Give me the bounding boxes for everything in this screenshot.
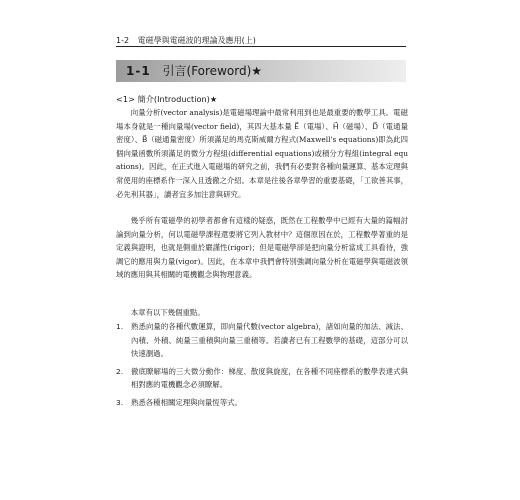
list-item-text: 徹底瞭解場的三大微分動作：梯度、散度與旋度，在各種不同座標系的數學表達式與相對應的電機觀念必須瞭解。 bbox=[131, 366, 408, 390]
list-item-number: 2. bbox=[116, 366, 124, 376]
list-item-text: 熟悉各種相關定理與向量恆等式。 bbox=[131, 397, 242, 407]
book-title: 電磁學與電磁波的理論及應用(上) bbox=[137, 36, 256, 45]
list-item bbox=[116, 396, 408, 410]
list-item bbox=[116, 365, 408, 392]
running-header bbox=[116, 36, 406, 47]
paragraph-key-points: 本章有以下幾個重點。 bbox=[130, 308, 205, 317]
section-title-bar bbox=[116, 60, 406, 82]
subsection-heading: <1> 簡介(Introduction)★ bbox=[116, 94, 218, 104]
page-number: 1-2 bbox=[116, 36, 130, 45]
section-title: 引言(Foreword)★ bbox=[162, 64, 263, 78]
paragraph-vector-analysis: 向量分析(vector analysis)是電磁場理論中最常利用到也是最重要的數學工具。電磁場本身就是一種向量場(vector field)，其四大基本量 E⃗（電場）、H⃗（磁場）、D⃗（電通量密度）、B⃗（磁通量密度）所須滿足的馬克斯威爾方程式(Maxwell's equations)即為此四個向量函數所須滿足的微分方程組(differential equations)或積分方程組(integral equations)。因此，在正式進入電磁場的研究之前，我們有必要對各種向量運算、基本定理與常使用的座標系作一深入且透徹之介紹。本章是往後各章學習的重要基礎，「工欲善其事，必先利其器」，讀者宜多加注意與研究。 bbox=[116, 108, 408, 199]
key-points-list bbox=[116, 320, 408, 414]
section-number: 1-1 bbox=[126, 64, 151, 78]
paragraph-engineering-math: 幾乎所有電磁學的初學者都會有這樣的疑惑，既然在工程數學中已經有大量的篇幅討論到向量分析，何以電磁學課程還要將它列入教材中？這個原因在於，工程數學著重的是定義與證明，也就是側重於嚴謹性(rigor)；但是電磁學卻是把向量分析當成工具看待，強調它的應用與力量(vigor)。因此，在本章中我們會特別強調向量分析在電磁學與電磁波領域的應用與其相關的電機觀念與物理意義。 bbox=[116, 216, 408, 280]
list-item-number: 3. bbox=[116, 397, 124, 407]
list-item-text: 熟悉向量的各種代數運算，即向量代數(vector algebra)，諸如向量的加法、減法、內積、外積、純量三重積與向量三重積等。若讀者已有工程數學的基礎，這部分可以快速瀏過。 bbox=[131, 322, 408, 359]
list-item-number: 1. bbox=[116, 322, 124, 331]
list-item bbox=[116, 320, 408, 361]
